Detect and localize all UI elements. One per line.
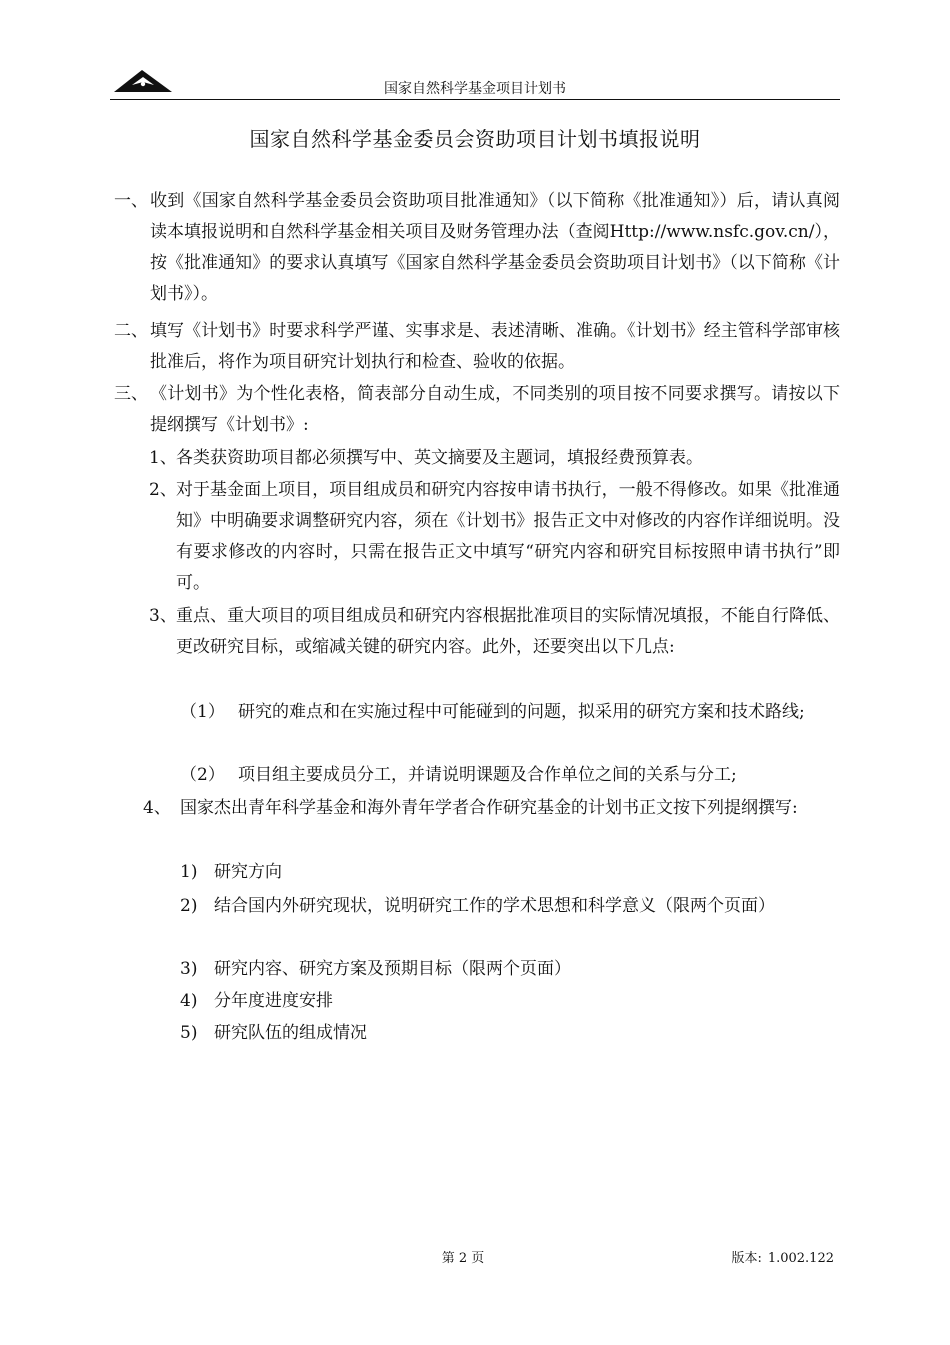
header-title: 国家自然科学基金项目计划书 xyxy=(384,81,566,97)
page-number: 第 2 页 xyxy=(441,1251,485,1266)
section-marker: 三、 xyxy=(114,384,148,404)
document-title: 国家自然科学基金委员会资助项目计划书填报说明 xyxy=(249,127,701,151)
outline-text: 结合国内外研究现状，说明研究工作的学术思想和科学意义（限两个页面） xyxy=(214,896,775,916)
version-label: 版本: xyxy=(731,1251,762,1266)
outline-text: 研究内容、研究方案及预期目标（限两个页面） xyxy=(214,959,571,979)
page-header xyxy=(110,62,840,100)
outline-marker: 4) xyxy=(180,991,198,1011)
outline-text: 研究队伍的组成情况 xyxy=(214,1023,367,1043)
outline-marker: 3) xyxy=(180,959,198,979)
sub-item-marker: （2） xyxy=(180,765,225,785)
sub-item-text: 研究的难点和在实施过程中可能碰到的问题，拟采用的研究方案和技术路线; xyxy=(238,702,805,722)
version-number: 1.002.122 xyxy=(767,1251,834,1266)
section-text: 填写《计划书》时要求科学严谨、实事求是、表述清晰、准确。《计划书》经主管科学部审核批准后，将作为项目研究计划执行和检查、验收的依据。 xyxy=(150,321,840,372)
outline-marker: 1) xyxy=(180,862,198,882)
item-text: 各类获资助项目都必须撰写中、英文摘要及主题词，填报经费预算表。 xyxy=(176,448,703,468)
item-text: 国家杰出青年科学基金和海外青年学者合作研究基金的计划书正文按下列提纲撰写: xyxy=(180,798,798,818)
outline-text: 研究方向 xyxy=(214,862,282,882)
sub-item-marker: （1） xyxy=(180,702,225,722)
item-marker: 3、 xyxy=(149,606,177,626)
item-text: 对于基金面上项目，项目组成员和研究内容按申请书执行，一般不得修改。如果《批准通知》中明确要求调整研究内容，须在《计划书》报告正文中对修改的内容作详细说明。没有要求修改的内容时，只需在报告正文中填写“研究内容和研究目标按照申请书执行”即可。 xyxy=(176,480,840,593)
sub-item-text: 项目组主要成员分工，并请说明课题及合作单位之间的关系与分工; xyxy=(238,765,737,785)
item-marker: 4、 xyxy=(143,798,171,818)
header-divider xyxy=(110,99,840,100)
outline-marker: 2) xyxy=(180,896,198,916)
item-marker: 1、 xyxy=(149,448,177,468)
item-marker: 2、 xyxy=(149,480,177,500)
version-info xyxy=(731,1247,834,1266)
section-text: 《计划书》为个性化表格，简表部分自动生成，不同类别的项目按不同要求撰写。请按以下提纲撰写《计划书》: xyxy=(150,384,840,435)
item-text: 重点、重大项目的项目组成员和研究内容根据批准项目的实际情况填报，不能自行降低、更改研究目标，或缩减关键的研究内容。此外，还要突出以下几点: xyxy=(176,606,840,657)
outline-marker: 5) xyxy=(180,1023,198,1043)
section-text: 收到《国家自然科学基金委员会资助项目批准通知》（以下简称《批准通知》）后，请认真阅读本填报说明和自然科学基金相关项目及财务管理办法（查阅Http://www.nsfc.gov.cn/），按《批准通知》的要求认真填写《国家自然科学基金委员会资助项目计划书》（以下简称《计划书》）。 xyxy=(150,191,840,304)
section-marker: 一、 xyxy=(114,191,148,211)
outline-text: 分年度进度安排 xyxy=(214,991,333,1011)
section-marker: 二、 xyxy=(114,321,148,341)
